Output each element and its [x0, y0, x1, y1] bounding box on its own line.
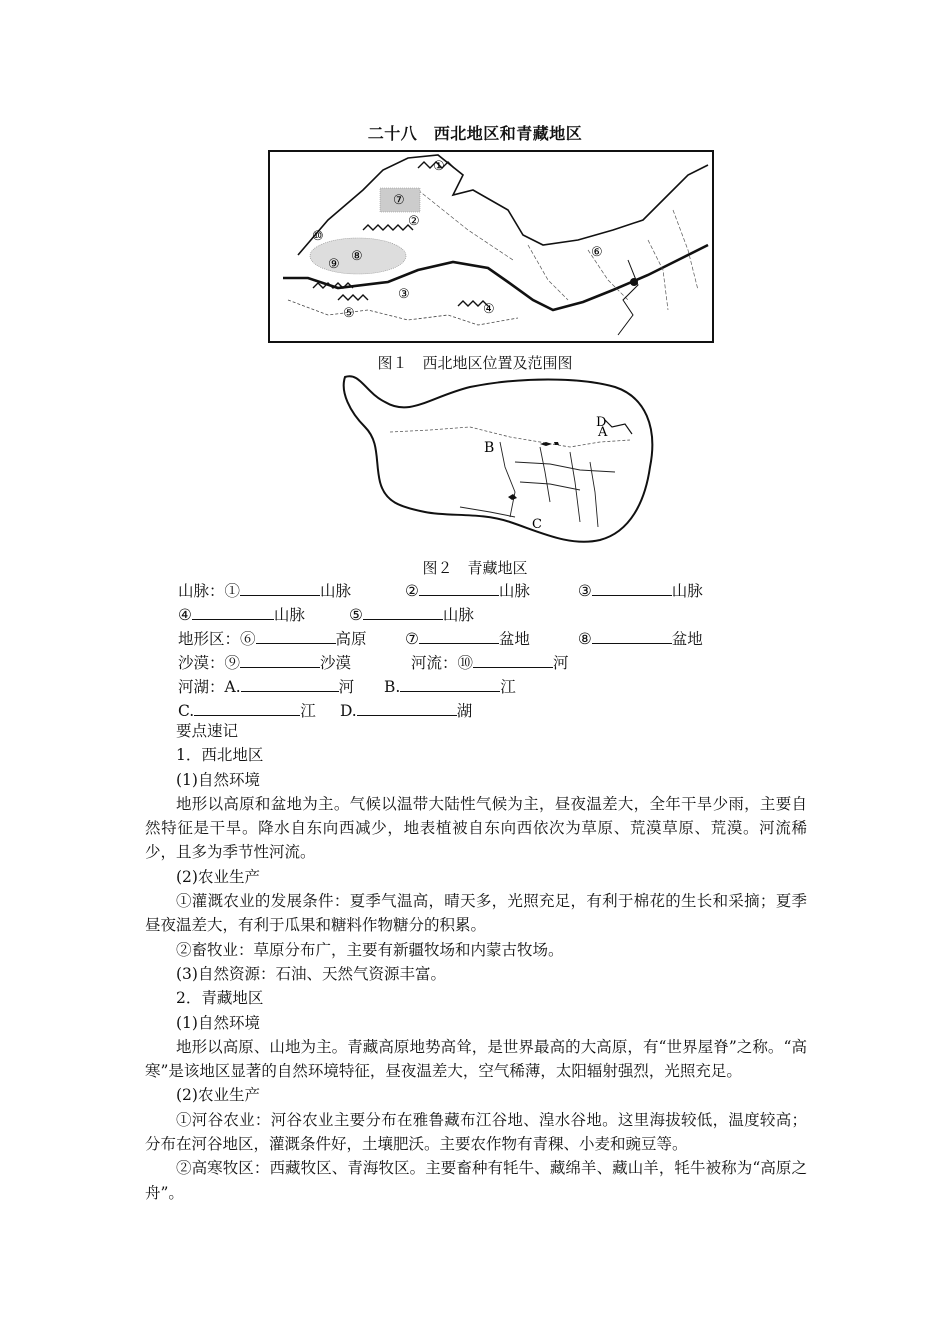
subsection-heading: (2)农业生产 [176, 1086, 260, 1105]
fill-suffix: 盆地 [671, 630, 703, 648]
paragraph: ②高寒牧区：西藏牧区、青海牧区。主要畜种有牦牛、藏绵羊、藏山羊，牦牛被称为“高原之舟”。 [145, 1159, 807, 1202]
map2-label-b: B [484, 440, 495, 456]
fill-row [178, 699, 472, 721]
section-heading: 要点速记 [176, 722, 239, 740]
qinghai-tibet-map [340, 372, 660, 552]
paragraph: 地形以高原、山地为主。青藏高原地势高耸，是世界最高的大高原，有“世界屋脊”之称。“高寒”是该地区显著的自然环境特征，昼夜温差大，空气稀薄，太阳辐射强烈，光照充足。 [145, 1037, 807, 1081]
page-title: 二十八 西北地区和青藏地区 [367, 124, 583, 143]
answer-blank[interactable] [241, 675, 339, 692]
fill-suffix: 山脉 [671, 582, 703, 600]
map1-label: ⑤ [343, 306, 355, 321]
map1-label: ⑧ [351, 249, 363, 264]
fill-suffix: 江 [500, 678, 516, 696]
section-heading: 2．青藏地区 [176, 989, 264, 1008]
fill-suffix: 山脉 [320, 582, 352, 600]
paragraph: (3)自然资源：石油、天然气资源丰富。 [176, 964, 446, 983]
map2-label-a: A [598, 425, 608, 440]
map1-label: ⑦ [393, 193, 405, 208]
key-points-text [145, 719, 807, 1205]
figure2-caption: 图２ 青藏地区 [422, 559, 528, 577]
fill-row [178, 627, 703, 649]
paragraph: 地形以高原和盆地为主。气候以温带大陆性气候为主，昼夜温差大，全年干旱少雨，主要自然特征是干旱。降水自东向西减少，地表植被自东向西依次为草原、荒漠草原、荒漠。河流稀少，且多为季节性河流。 [145, 794, 807, 862]
map1-label: ④ [483, 302, 495, 317]
map2-label-c: C [532, 517, 542, 532]
answer-blank[interactable] [240, 651, 320, 668]
subsection-heading: (2)农业生产 [176, 867, 260, 886]
fill-suffix: 江 [300, 702, 316, 720]
fill-suffix: 河 [338, 678, 355, 696]
fill-prefix: 河湖：A. [178, 678, 241, 696]
fill-prefix: 山脉：① [178, 582, 241, 600]
section-heading: 1．西北地区 [176, 746, 264, 765]
fill-row [178, 579, 703, 601]
fill-prefix: ④ [178, 606, 192, 624]
fill-prefix: ⑤ [348, 606, 363, 624]
paragraph: ①河谷农业：河谷农业主要分布在雅鲁藏布江谷地、湟水谷地。这里海拔较低，温度较高；分布在河谷地区，灌溉条件好，土壤肥沃。主要农作物有青稞、小麦和豌豆等。 [145, 1110, 807, 1154]
northwest-region-map [268, 150, 714, 343]
fill-prefix: B. [383, 678, 401, 696]
answer-blank[interactable] [473, 651, 553, 668]
map2-label-d: D [596, 415, 607, 430]
paragraph: ①灌溉农业的发展条件：夏季气温高，晴天多，光照充足，有利于棉花的生长和采摘；夏季昼夜温差大，有利于瓜果和糖料作物糖分的积累。 [145, 892, 807, 935]
fill-suffix: 山脉 [273, 606, 305, 624]
answer-blank[interactable] [400, 675, 500, 692]
answer-blank[interactable] [592, 579, 672, 596]
answer-blank[interactable] [419, 579, 499, 596]
fill-row [178, 675, 516, 697]
map1-label: ② [408, 214, 420, 229]
map1-label: ⑨ [328, 257, 340, 272]
fill-suffix: 湖 [456, 702, 473, 720]
answer-blank[interactable] [192, 603, 274, 620]
map1-label: ⑩ [312, 229, 324, 244]
fill-suffix: 山脉 [498, 582, 530, 600]
fill-suffix: 山脉 [442, 606, 474, 624]
map1-label: ① [433, 159, 445, 174]
answer-blank[interactable] [592, 627, 672, 644]
fill-prefix: 河流：⑩ [410, 654, 473, 672]
map1-label: ⑥ [591, 245, 603, 260]
fill-row [178, 603, 474, 625]
figure1-caption: 图１ 西北地区位置及范围图 [377, 354, 573, 372]
answer-blank[interactable] [194, 699, 300, 716]
fill-prefix: ⑧ [577, 630, 592, 648]
answer-blank[interactable] [363, 603, 443, 620]
subsection-heading: (1)自然环境 [176, 770, 260, 789]
answer-blank[interactable] [357, 699, 457, 716]
subsection-heading: (1)自然环境 [176, 1013, 260, 1032]
fill-row [178, 651, 568, 673]
fill-suffix: 盆地 [498, 630, 530, 648]
answer-blank[interactable] [419, 627, 499, 644]
map1-label: ③ [398, 287, 410, 302]
fill-prefix: D. [339, 702, 357, 720]
answer-blank[interactable] [240, 579, 320, 596]
paragraph: ②畜牧业：草原分布广，主要有新疆牧场和内蒙古牧场。 [176, 940, 564, 959]
fill-prefix: ③ [577, 582, 592, 600]
fill-suffix: 沙漠 [320, 654, 352, 672]
fill-suffix: 河 [552, 654, 569, 672]
fill-prefix: 地形区：⑥ [178, 630, 256, 648]
fill-prefix: ② [404, 582, 419, 600]
answer-blank[interactable] [256, 627, 336, 644]
fill-suffix: 高原 [335, 630, 367, 648]
fill-prefix: 沙漠：⑨ [178, 654, 241, 672]
fill-prefix: C. [178, 702, 195, 720]
fill-prefix: ⑦ [404, 630, 419, 648]
